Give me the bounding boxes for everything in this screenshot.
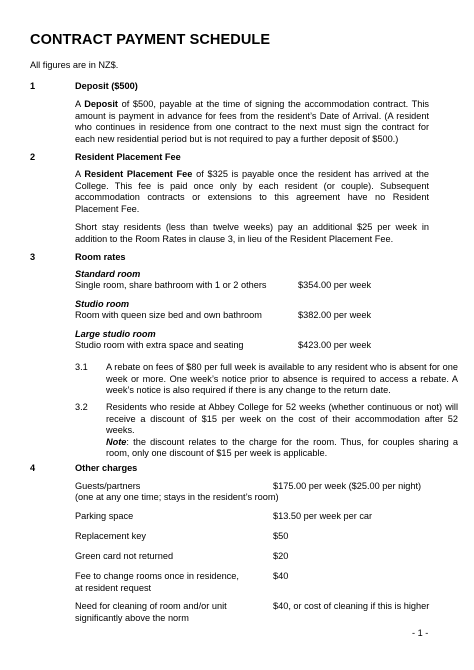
room-name-standard: Standard room xyxy=(75,269,141,279)
charge-item-guests: Guests/partners xyxy=(75,481,141,491)
clause-3-2-number: 3.2 xyxy=(75,402,88,412)
charge-price-cleaning: $40, or cost of cleaning if this is higher xyxy=(273,601,430,611)
room-name-studio: Studio room xyxy=(75,299,130,309)
clause-3-1-number: 3.1 xyxy=(75,362,88,372)
charge-price-parking: $13.50 per week per car xyxy=(273,511,373,521)
charge-item-room-change: Fee to change rooms once in residence, xyxy=(75,571,239,581)
charge-price-room-change: $40 xyxy=(273,571,289,581)
room-price-large-studio: $423.00 per week xyxy=(298,340,372,350)
room-price-studio: $382.00 per week xyxy=(298,310,372,320)
section-2-paragraph-2: Short stay residents (less than twelve weeks) pay an additional $25 per week in addition to the Room Rates in clause 3, in lieu of the Resident Placement Fee. xyxy=(75,222,429,244)
section-1-number: 1 xyxy=(30,81,36,91)
placement-fee-term: Resident Placement Fee xyxy=(84,169,193,179)
clause-3-1-text: A rebate on fees of $80 per full week is available to any resident who is absent for one week or more. One week’s notice prior to absence is required to access a rebate. A week’s notice is also required if there is any change to the return date. xyxy=(106,362,458,395)
charge-price-key: $50 xyxy=(273,531,289,541)
page-title: CONTRACT PAYMENT SCHEDULE xyxy=(30,32,271,48)
charge-item-room-change-detail: at resident request xyxy=(75,583,152,593)
page-number: - 1 - xyxy=(412,628,429,638)
charge-price-guests: $175.00 per week ($25.00 per night) xyxy=(273,481,422,491)
charge-item-key: Replacement key xyxy=(75,531,146,541)
deposit-term: Deposit xyxy=(84,99,118,109)
section-2-number: 2 xyxy=(30,152,36,162)
clause-3-2-text: Residents who reside at Abbey College for 52 weeks (whether continuous or not) will receive a discount of $15 per week on the cost of their accommodation after 52 weeks. Note: the discount relates to the charge for the room. Thus, for couples sharing a room, only one discount of $15 per week is applicable. xyxy=(106,402,458,458)
room-price-standard: $354.00 per week xyxy=(298,280,372,290)
room-desc-large-studio: Studio room with extra space and seating xyxy=(75,340,244,350)
section-2-heading: Resident Placement Fee xyxy=(75,152,181,162)
clause-3-2-note-label: Note xyxy=(106,436,127,447)
room-name-large-studio: Large studio room xyxy=(75,329,156,339)
section-4-number: 4 xyxy=(30,463,36,473)
charge-price-green-card: $20 xyxy=(273,551,289,561)
charge-item-cleaning: Need for cleaning of room and/or unit xyxy=(75,601,227,611)
charge-item-parking: Parking space xyxy=(75,511,134,521)
charge-item-cleaning-detail: significantly above the norm xyxy=(75,613,189,623)
section-1-paragraph: A Deposit of $500, payable at the time of signing the accommodation contract. This amount is payment in advance for fees from the resident’s Date of Arrival. (A resident who continues in residence from one contract to the next must sign the contract for each new residential period but is not required to pay a further deposit of $500.) xyxy=(75,99,429,144)
section-1-heading: Deposit ($500) xyxy=(75,81,138,91)
currency-note: All figures are in NZ$. xyxy=(30,60,119,70)
section-3-number: 3 xyxy=(30,252,36,262)
section-3-heading: Room rates xyxy=(75,252,126,262)
section-2-paragraph-1: A Resident Placement Fee of $325 is payable once the resident has arrived at the College. This fee is paid once only by each resident (or couple). Subsequent accommodation contracts or extensions to this agreement have no Resident Placement Fee. xyxy=(75,169,429,214)
room-desc-studio: Room with queen size bed and own bathroom xyxy=(75,310,262,320)
section-4-heading: Other charges xyxy=(75,463,138,473)
room-desc-standard: Single room, share bathroom with 1 or 2 others xyxy=(75,280,267,290)
charge-item-green-card: Green card not returned xyxy=(75,551,174,561)
charge-item-guests-detail: (one at any one time; stays in the resident’s room) xyxy=(75,492,279,502)
